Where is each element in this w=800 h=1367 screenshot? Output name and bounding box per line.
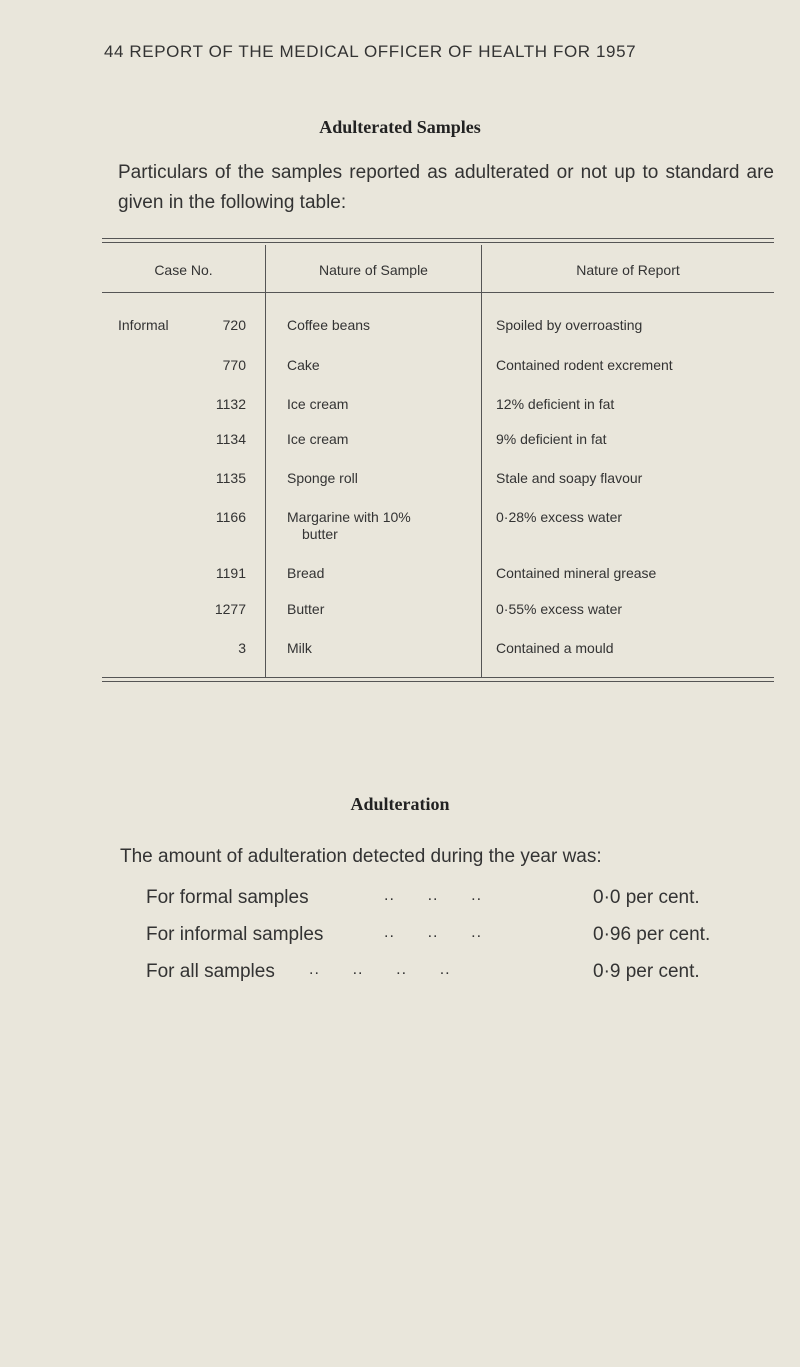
sample-line-1: Margarine with 10% (287, 509, 411, 525)
table-bottom-rule-1 (102, 677, 774, 678)
table-row-report: 0·55% excess water (496, 601, 623, 617)
adulteration-label: For formal samples (146, 887, 309, 908)
table-row-sample: Bread (287, 565, 325, 581)
table-column-divider-2 (481, 245, 482, 677)
column-header-nature-of-report: Nature of Report (576, 262, 680, 278)
section-title-adulterated-samples: Adulterated Samples (319, 117, 481, 137)
table-row-report: Spoiled by overroasting (496, 317, 643, 333)
table-row-sample (287, 509, 467, 543)
table-row-report: Stale and soapy flavour (496, 470, 643, 486)
table-row-case: 3 (238, 640, 246, 656)
leader-dots: .. .. .. (384, 924, 483, 941)
table-row-report: 0·28% excess water (496, 509, 623, 525)
column-header-nature-of-sample: Nature of Sample (319, 262, 428, 278)
table-row-sample: Coffee beans (287, 317, 371, 333)
running-head: 44 REPORT OF THE MEDICAL OFFICER OF HEALTH FOR 1957 (104, 42, 637, 61)
adulteration-intro: The amount of adulteration detected during the year was: (120, 846, 602, 867)
table-column-divider-1 (265, 245, 266, 677)
table-bottom-rule-2 (102, 681, 774, 682)
adulteration-value: 0·0 per cent. (593, 887, 700, 908)
adulteration-value: 0·96 per cent. (593, 924, 711, 945)
table-row-case: 770 (222, 357, 246, 373)
adulteration-row (146, 887, 746, 913)
adulteration-value: 0·9 per cent. (593, 961, 700, 982)
leader-dots: .. .. .. .. (309, 961, 451, 978)
adulteration-label: For informal samples (146, 924, 324, 945)
case-prefix-informal: Informal (118, 317, 169, 333)
table-row-case: 1191 (215, 565, 246, 581)
table-row-sample: Cake (287, 357, 320, 373)
table-row-report: Contained rodent excrement (496, 357, 673, 373)
table-header-rule (102, 292, 774, 293)
table-row-sample: Sponge roll (287, 470, 358, 486)
table-row-sample: Ice cream (287, 396, 349, 412)
table-top-rule-1 (102, 238, 774, 239)
table-row-case: 1135 (215, 470, 246, 486)
column-header-case-no: Case No. (154, 262, 213, 278)
sample-line-2: butter (302, 526, 338, 542)
table-row-case: 720 (222, 317, 246, 333)
table-row-report: Contained a mould (496, 640, 614, 656)
table-row-case: 1166 (215, 509, 246, 525)
table-row-case: 1134 (215, 431, 246, 447)
table-row-report: Contained mineral grease (496, 565, 657, 581)
table-row-sample: Ice cream (287, 431, 349, 447)
table-row-case: 1132 (215, 396, 246, 412)
table-row-case: 1277 (214, 601, 246, 617)
adulteration-label: For all samples (146, 961, 275, 982)
section-title-adulteration: Adulteration (350, 794, 450, 814)
leader-dots: .. .. .. (384, 887, 483, 904)
adulteration-row (146, 924, 746, 950)
table-row-report: 12% deficient in fat (496, 396, 615, 412)
table-top-rule-2 (102, 242, 774, 243)
table-row-report: 9% deficient in fat (496, 431, 607, 447)
table-row-sample: Milk (287, 640, 312, 656)
adulteration-row (146, 961, 746, 987)
table-row-sample: Butter (287, 601, 325, 617)
intro-paragraph: Particulars of the samples reported as adulterated or not up to standard are given in the following table: (118, 162, 774, 213)
